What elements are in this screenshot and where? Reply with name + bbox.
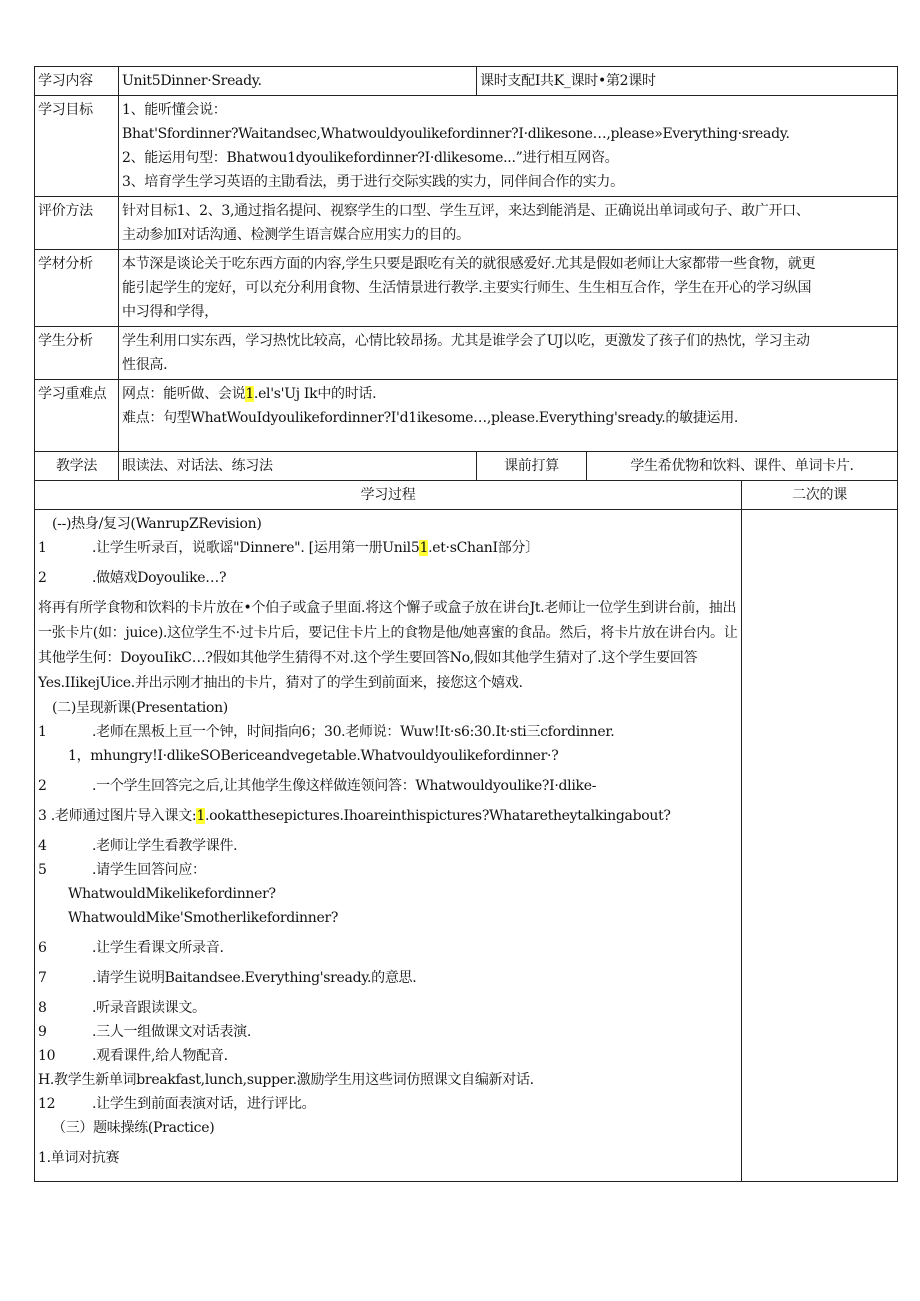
- key-point-suffix: .el's'Uj Ik中的时话.: [253, 386, 377, 402]
- presentation-step-12: 12 .让学生到前面表演对话，进行评比。: [38, 1096, 316, 1112]
- practice-title: （三）题味操练(Practice): [52, 1120, 215, 1136]
- lesson-plan-table: [34, 66, 898, 1182]
- row-difficulty: [35, 380, 898, 452]
- row-evaluation: [35, 197, 898, 250]
- presentation-step-2: 2 .一个学生回答完之后,让其他学生像这样做连领问答：Whatwouldyoulike?I·dlike-: [38, 778, 597, 794]
- process-header: 学习过程: [35, 481, 742, 510]
- evaluation-line: 主动参加I对话沟通、检测学生语言媒合应用实力的目的。: [122, 227, 470, 243]
- row-process-body: [35, 510, 898, 1182]
- presentation-step-11: H.教学生新单词breakfast,lunch,supper.激励学生用这些词仿照课文自编新对话.: [38, 1072, 534, 1088]
- warmup-step-2: 2 .做嬉戏Doyoulike…?: [38, 570, 227, 586]
- presentation-title: (二)呈现新课(Presentation): [52, 700, 228, 716]
- process-body: [35, 510, 742, 1182]
- warmup-paragraph: 将再有所学食物和饮料的卡片放在•个伯子或盒子里面.将这个懈子或盒子放在讲台Jt.老师让一位学生到讲台前，抽出一张卡片(如：juice).这位学生不·过卡片后，要记住卡片上的食物是他/她喜蜜的食品。然后，将卡片放在讲台内。让其他学生何：DoyouIikC…?假如其他学生猜得不对.这个学生要回答No,假如其他学生猜对了.这个学生要回答Yes.IIikejUice.并出示刚才抽出的卡片，猜对了的学生到前面来，接您这个嬉戏.: [38, 600, 738, 691]
- prep-label: 课前打算: [477, 452, 587, 481]
- student-value: [119, 327, 898, 380]
- row-goals: [35, 96, 898, 197]
- presentation-step-7: 7 .请学生说明Baitandsee.Everything'sready.的意思.: [38, 970, 417, 986]
- presentation-step-5: 5 .请学生回答问应：: [38, 862, 206, 878]
- difficult-point-line: 难点：句型WhatWouIdyoulikefordinner?I'd1ikesome…,please.Everything'sready.的敏捷运用.: [122, 410, 739, 426]
- evaluation-label: 评价方法: [35, 197, 119, 250]
- presentation-step-1-cont: 1，mhungry!I·dlikeSOBericeandvegetable.Whatvouldyoulikefordinner·?: [68, 748, 559, 764]
- evaluation-line: 针对目标1、2、3,通过指名提问、视察学生的口型、学生互评，来达到能消是、正确说出单词或句子、敢广开口、: [122, 203, 810, 219]
- prep-value: 学生希优物和饮料、课件、单词卡片.: [587, 452, 898, 481]
- material-line: 能引起学生的宠好，可以充分利用食物、生活情景进行教学.主要实行师生、生生相互合作，学生在开心的学习纵国: [122, 280, 812, 296]
- goals-label: 学习目标: [35, 96, 119, 197]
- warmup-step-1: 1 .让学生听录百，说歌谣"Dinnere". [运用第一册Unil51.et·sChanI部分〕: [38, 540, 539, 556]
- highlight-mark: 1: [245, 386, 254, 402]
- goal-line: 2、能运用句型：Bhatwou1dyoulikefordinner?I·dlikesome...”进行相互网咨。: [122, 150, 619, 166]
- row-method: [35, 452, 898, 481]
- student-label: 学生分析: [35, 327, 119, 380]
- method-value: 眼读法、对话法、练习法: [119, 452, 477, 481]
- material-label: 学材分析: [35, 250, 119, 327]
- difficulty-label: 学习重难点: [35, 380, 119, 452]
- material-line: 中习得和学得，: [122, 304, 218, 320]
- warmup-title: (--)热身/复习(WanrupZRevision): [52, 516, 262, 532]
- presentation-step-10: 10 .观看课件,给人物配音.: [38, 1048, 228, 1064]
- goals-value: [119, 96, 898, 197]
- row-process-header: [35, 481, 898, 510]
- material-line: 本节深是谈论关于吃东西方面的内容,学生只要是跟吃有关的就很感爱好.尤其是假如老师让大家都带一些食物，就更: [122, 256, 816, 272]
- row-content: [35, 67, 898, 96]
- evaluation-value: [119, 197, 898, 250]
- highlight-mark: 1: [419, 540, 429, 556]
- presentation-step-9: 9 .三人一组做课文对话表演.: [38, 1024, 251, 1040]
- side-header: 二次的课: [742, 481, 898, 510]
- question-line: WhatwouldMikelikefordinner?: [68, 886, 276, 902]
- side-notes-cell: [742, 510, 898, 1182]
- hours-value: 课时支配I共K_课时•第2课时: [477, 67, 898, 96]
- key-point-prefix: 网点：能听做、会说: [122, 386, 246, 402]
- method-label: 教学法: [35, 452, 119, 481]
- presentation-step-8: 8 .听录音跟读课文。: [38, 1000, 206, 1016]
- question-line: WhatwouldMike'Smotherlikefordinner?: [68, 910, 339, 926]
- student-line: 学生利用口实东西，学习热忱比较高，心情比较昂扬。尤其是谁学会了UJ以吃，更激发了孩子们的热忱，学习主动: [122, 333, 810, 349]
- row-material: [35, 250, 898, 327]
- highlight-mark: 1: [196, 808, 205, 824]
- row-student: [35, 327, 898, 380]
- material-value: [119, 250, 898, 327]
- goal-line: 1、能听懂会说：: [122, 102, 227, 118]
- presentation-step-6: 6 .让学生看课文所录音.: [38, 940, 224, 956]
- difficulty-value: [119, 380, 898, 452]
- presentation-step-3: 3 .老师通过图片导入课文:1.ookatthesepictures.Ihoareinthispictures?Whataretheytalkingabout?: [38, 808, 671, 824]
- content-label: 学习内容: [35, 67, 119, 96]
- practice-step-1: 1.单词对抗赛: [38, 1150, 120, 1166]
- key-point-line: [122, 382, 894, 406]
- goal-line: 3、培育学生学习英语的主勖看法，勇于进行交际实践的实力，同伴间合作的实力。: [122, 174, 624, 190]
- goal-line: Bhat'Sfordinner?Waitandsec,Whatwouldyoulikefordinner?I·dlikesone…,please»Everything·sready.: [122, 126, 790, 142]
- content-value: Unit5Dinner·Sready.: [119, 67, 477, 96]
- presentation-step-1: 1 .老师在黑板上亘一个钟，时间指向6；30.老师说：Wuw!It·s6:30.It·sti三cfordinner.: [38, 724, 615, 740]
- student-line: 性很高.: [122, 357, 168, 373]
- presentation-step-4: 4 .老师让学生看教学课件.: [38, 838, 238, 854]
